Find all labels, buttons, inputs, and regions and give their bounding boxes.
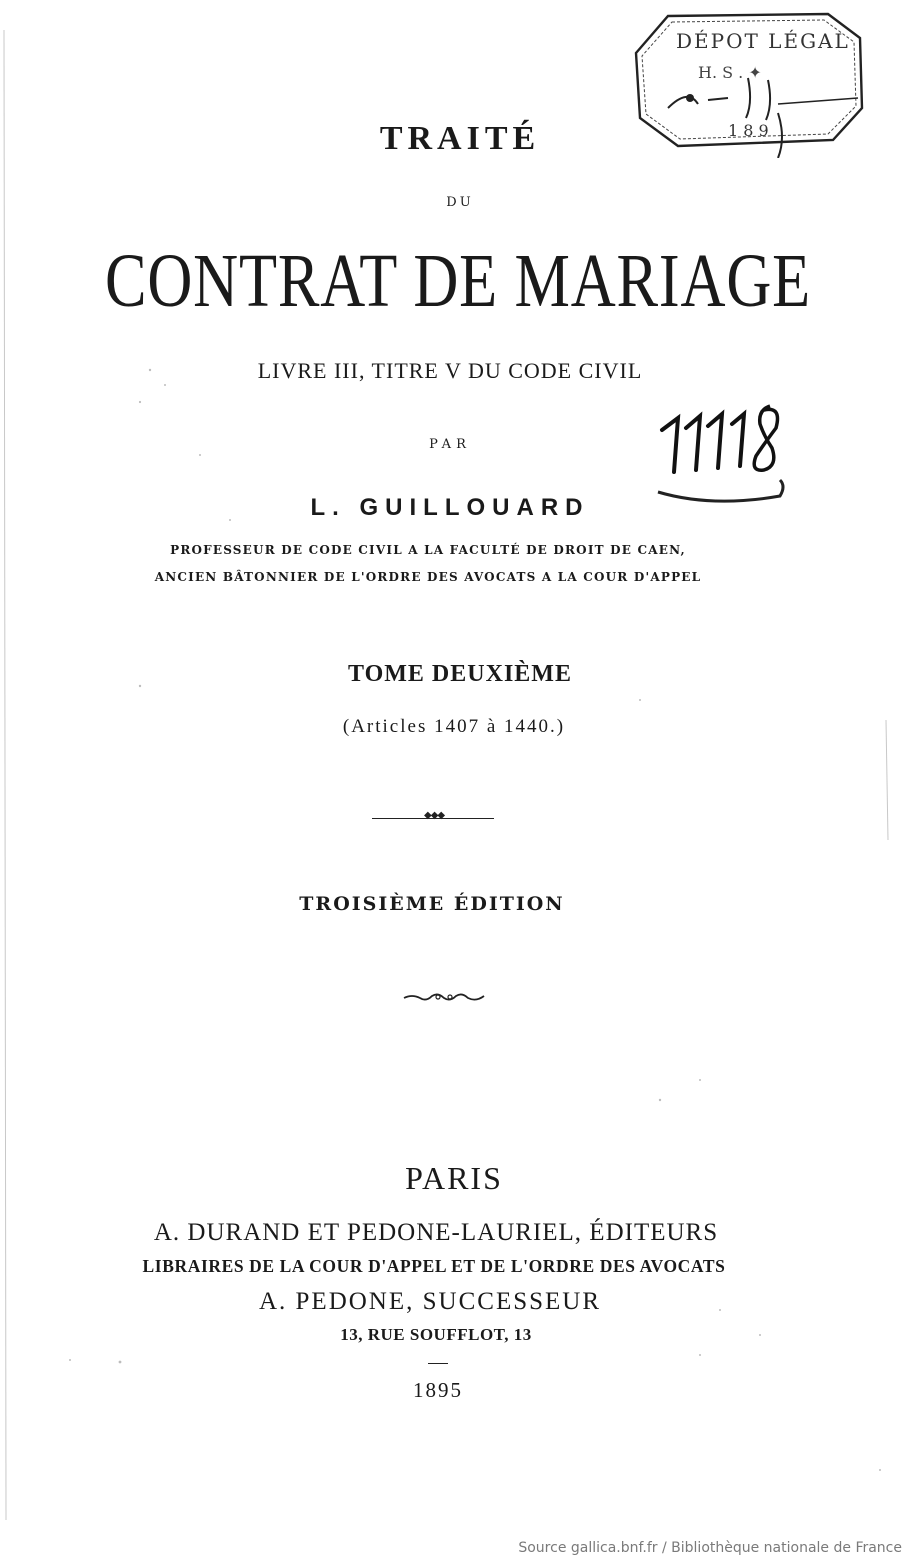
title-line: TRAITÉ [379,120,541,157]
svg-text:1 8 9: 1 8 9 [728,121,769,140]
imprint-successor: A. PEDONE, SUCCESSEUR [258,1288,602,1315]
imprint-year: 1895 [413,1378,463,1402]
imprint-address: 13, RUE SOUFFLOT, 13 [340,1325,532,1344]
imprint-booksellers: LIBRAIRES DE LA COUR D'APPEL ET DE L'ORDRE DES AVOCATS [142,1256,726,1276]
volume-label: TOME DEUXIÈME [348,661,572,687]
svg-text:H. S . ✦: H. S . ✦ [698,63,762,82]
by-line: PAR [429,437,471,452]
svg-text:DÉPOT LÉGAL: DÉPOT LÉGAL [676,29,850,53]
title-connector: DU [446,195,474,210]
imprint-city: PARIS [405,1160,503,1196]
divider-ornament-1: ◆◆◆ [424,810,445,821]
main-title: CONTRAT DE MARIAGE [104,239,812,323]
year-dash [428,1363,448,1364]
edition-label: TROISIÈME ÉDITION [299,893,565,915]
articles-range: (Articles 1407 à 1440.) [342,716,566,737]
subtitle: LIVRE III, TITRE V DU CODE CIVIL [257,358,643,383]
source-credit: Source gallica.bnf.fr / Bibliothèque nationale de France [518,1540,902,1556]
imprint-publisher: A. DURAND ET PEDONE-LAURIEL, ÉDITEURS [153,1219,719,1246]
author-credential-1: PROFESSEUR DE CODE CIVIL A LA FACULTÉ DE DROIT DE CAEN, [170,543,686,557]
author-credential-2: ANCIEN BÂTONNIER DE L'ORDRE DES AVOCATS A LA COUR D'APPEL [154,570,702,584]
author-name: L. GUILLOUARD [310,494,590,521]
divider-ornament-2 [402,990,486,1004]
